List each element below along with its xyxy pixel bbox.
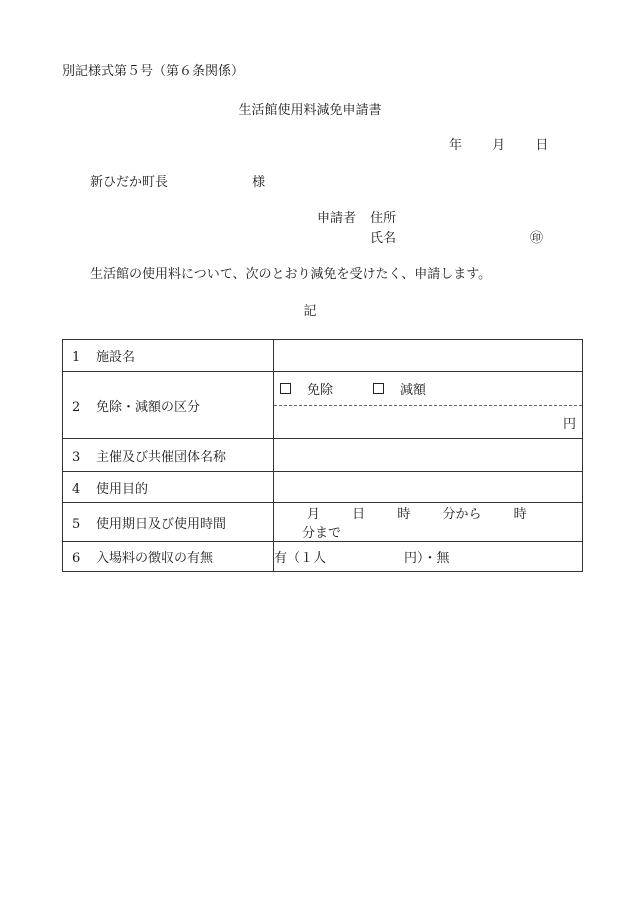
row-label: 施設名 (96, 350, 136, 365)
row-label-cell (63, 372, 274, 439)
reduction-amount-field[interactable] (274, 406, 582, 438)
addressee-honorific: 様 (252, 175, 266, 190)
address-label: 住所 (370, 211, 397, 226)
row-number: 4 (72, 481, 81, 497)
from-label: 分から (442, 507, 482, 522)
until-label: 分まで (302, 526, 342, 541)
addressee (90, 175, 265, 191)
reduction-label: 減額 (400, 383, 427, 398)
applicant-name-label: 氏名 (370, 231, 397, 246)
date-month-label: 月 (492, 138, 506, 153)
row-label-cell (63, 472, 274, 503)
row-label: 免除・減額の区分 (96, 399, 201, 415)
organizer-name-field[interactable] (274, 439, 583, 472)
row-label-cell (63, 503, 274, 542)
day-label: 日 (352, 507, 366, 522)
row-number: 1 (72, 350, 81, 365)
row-label: 主催及び共催団体名称 (96, 449, 227, 465)
document-title: 生活館使用料減免申請書 (238, 103, 382, 118)
exemption-checkbox[interactable] (280, 379, 333, 398)
usage-datetime-field[interactable] (274, 503, 583, 542)
applicant-address-line (317, 211, 396, 227)
checkbox-icon (280, 383, 291, 394)
row-label-cell (63, 542, 274, 572)
row-number: 5 (72, 516, 81, 532)
reduction-checkbox[interactable] (373, 379, 426, 398)
row-label-cell (63, 439, 274, 472)
table-row (63, 372, 583, 439)
row-label-cell (63, 340, 274, 372)
table-row (63, 472, 583, 503)
date-line (449, 138, 548, 154)
date-day-label: 日 (535, 138, 549, 153)
admission-fee-field[interactable] (274, 542, 583, 572)
row-number: 6 (72, 551, 81, 566)
row-number: 3 (72, 449, 81, 465)
application-table (62, 339, 583, 572)
checkbox-icon (373, 383, 384, 394)
facility-name-field[interactable] (274, 340, 583, 372)
date-year-label: 年 (449, 138, 463, 153)
body-text: 生活館の使用料について、次のとおり減免を受けたく、申請します。 (90, 267, 492, 282)
admission-prefix: 有（１人 (274, 551, 327, 566)
applicant-label: 申請者 (317, 211, 357, 226)
table-row (63, 542, 583, 572)
purpose-field[interactable] (274, 472, 583, 503)
admission-suffix: 円）・無 (404, 551, 450, 566)
form-number: 別記様式第５号（第６条関係） (62, 64, 245, 79)
exemption-type-cell (274, 372, 583, 439)
yen-unit: 円 (562, 416, 576, 432)
table-row (63, 503, 583, 542)
row-label: 使用目的 (96, 481, 149, 497)
hour-label: 時 (397, 507, 411, 522)
row-label: 入場料の徴収の有無 (96, 551, 214, 566)
table-row (63, 340, 583, 372)
ki-heading: 記 (303, 304, 317, 319)
table-row (63, 439, 583, 472)
hour-label: 時 (513, 507, 527, 522)
seal-mark: ㊞ (530, 231, 544, 246)
month-label: 月 (307, 507, 321, 522)
row-number: 2 (72, 399, 81, 415)
exemption-options (274, 372, 582, 406)
row-label: 使用期日及び使用時間 (96, 516, 227, 532)
addressee-name: 新ひだか町長 (90, 175, 169, 190)
exemption-label: 免除 (307, 383, 334, 398)
